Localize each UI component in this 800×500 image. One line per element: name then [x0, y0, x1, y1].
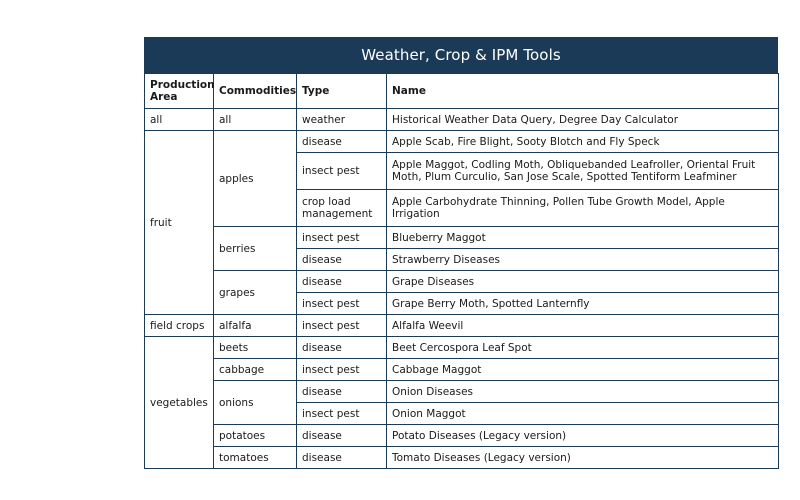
header-production-area: Production Area [145, 74, 214, 109]
type-cell: disease [297, 447, 387, 469]
commodity-cell: beets [214, 337, 297, 359]
tool-name-cell: Apple Maggot, Codling Moth, Obliquebanded Leafroller, Oriental Fruit Moth, Plum Curculio, San Jose Scale, Spotted Tentiform Leafminer [387, 153, 779, 190]
table-row [145, 381, 779, 403]
table-row [145, 359, 779, 381]
table-row [145, 271, 779, 293]
tools-table [144, 73, 779, 469]
commodity-cell: alfalfa [214, 315, 297, 337]
tool-name-cell: Onion Maggot [387, 403, 779, 425]
type-cell: insect pest [297, 293, 387, 315]
tool-name-cell: Beet Cercospora Leaf Spot [387, 337, 779, 359]
tool-name-cell: Cabbage Maggot [387, 359, 779, 381]
tool-name-cell: Historical Weather Data Query, Degree Day Calculator [387, 109, 779, 131]
commodity-cell: apples [214, 131, 297, 227]
type-cell: disease [297, 337, 387, 359]
tool-name-cell: Apple Carbohydrate Thinning, Pollen Tube Growth Model, Apple Irrigation [387, 190, 779, 227]
tool-name-cell: Strawberry Diseases [387, 249, 779, 271]
header-type: Type [297, 74, 387, 109]
table-row [145, 425, 779, 447]
commodity-cell: grapes [214, 271, 297, 315]
commodity-cell: onions [214, 381, 297, 425]
type-cell: insect pest [297, 315, 387, 337]
area-cell: fruit [145, 131, 214, 315]
type-cell: insect pest [297, 359, 387, 381]
commodity-cell: cabbage [214, 359, 297, 381]
type-cell: disease [297, 271, 387, 293]
tool-name-cell: Potato Diseases (Legacy version) [387, 425, 779, 447]
tool-name-cell: Grape Berry Moth, Spotted Lanternfly [387, 293, 779, 315]
tools-table-container [144, 37, 778, 469]
table-title: Weather, Crop & IPM Tools [144, 37, 778, 73]
tool-name-cell: Alfalfa Weevil [387, 315, 779, 337]
tool-name-cell: Tomato Diseases (Legacy version) [387, 447, 779, 469]
header-commodities: Commodities [214, 74, 297, 109]
tool-name-cell: Apple Scab, Fire Blight, Sooty Blotch and Fly Speck [387, 131, 779, 153]
commodity-cell: potatoes [214, 425, 297, 447]
header-row [145, 74, 779, 109]
type-cell: disease [297, 425, 387, 447]
table-row [145, 337, 779, 359]
table-row [145, 227, 779, 249]
type-cell: disease [297, 381, 387, 403]
type-cell: disease [297, 249, 387, 271]
area-cell: all [145, 109, 214, 131]
type-cell: insect pest [297, 227, 387, 249]
tool-name-cell: Grape Diseases [387, 271, 779, 293]
type-cell: disease [297, 131, 387, 153]
type-cell: crop load management [297, 190, 387, 227]
area-cell: vegetables [145, 337, 214, 469]
type-cell: insect pest [297, 403, 387, 425]
commodity-cell: all [214, 109, 297, 131]
type-cell: insect pest [297, 153, 387, 190]
commodity-cell: tomatoes [214, 447, 297, 469]
tool-name-cell: Onion Diseases [387, 381, 779, 403]
commodity-cell: berries [214, 227, 297, 271]
table-row [145, 131, 779, 153]
table-row [145, 315, 779, 337]
table-row [145, 447, 779, 469]
table-row [145, 109, 779, 131]
type-cell: weather [297, 109, 387, 131]
header-name: Name [387, 74, 779, 109]
tool-name-cell: Blueberry Maggot [387, 227, 779, 249]
area-cell: field crops [145, 315, 214, 337]
